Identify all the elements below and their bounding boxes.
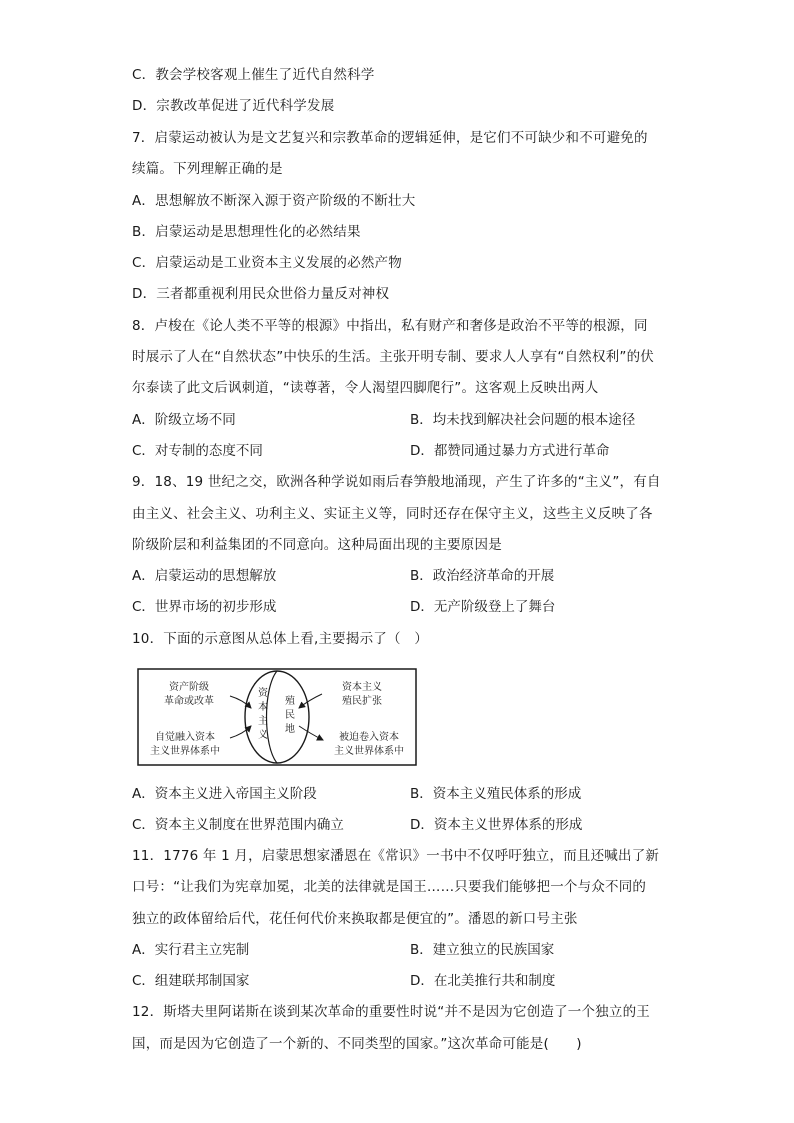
arrow-top-right [299,694,322,708]
world-circle [245,671,309,763]
q9-stem-line-1: 9．18、19 世纪之交，欧洲各种学说如雨后春笋般地涌现，产生了许多的“主义”，有自 [132,474,661,490]
q10-option-b: B．资本主义殖民体系的形成 [410,786,582,802]
q11-stem-line-3: 独立的政体留给后代，花任何代价来换取都是便宜的”。潘恩的新口号主张 [132,911,578,927]
q8-option-a: A．阶级立场不同 [132,412,236,428]
q10-option-c: C．资本主义制度在世界范围内确立 [132,817,344,833]
left-half-char-1: 资 [258,688,268,699]
q9-option-b: B．政治经济革命的开展 [410,568,555,584]
left-half-char-4: 义 [258,730,268,741]
top-left-label-line-1: 资产阶级 [169,682,209,693]
q7-option-c: C．启蒙运动是工业资本主义发展的必然产物 [132,255,402,271]
q11-option-c: C．组建联邦制国家 [132,973,250,989]
q9-option-d: D．无产阶级登上了舞台 [410,599,556,615]
q8-option-b: B．均未找到解决社会问题的根本途径 [410,412,636,428]
q7-stem-line-2: 续篇。下列理解正确的是 [132,161,283,177]
right-half-char-3: 地 [285,724,295,735]
q12-stem-line-1: 12．斯塔夫里阿诺斯在谈到某次革命的重要性时说“并不是因为它创造了一个独立的王 [132,1004,650,1020]
q7-option-d: D．三者都重视利用民众世俗力量反对神权 [132,286,390,302]
left-half-char-3: 主 [258,716,268,727]
q7-stem-line-1: 7．启蒙运动被认为是文艺复兴和宗教革命的逻辑延伸，是它们不可缺少和不可避免的 [132,130,648,146]
bottom-left-label-line-1: 自觉融入资本 [155,732,215,743]
top-right-label-line-2: 殖民扩张 [342,696,382,707]
bottom-right-label-line-2: 主义世界体系中 [334,746,404,757]
bottom-right-label-line-1: 被迫卷入资本 [339,732,399,743]
q8-option-c: C．对专制的态度不同 [132,443,263,459]
top-right-label-line-1: 资本主义 [342,682,382,693]
right-half-char-1: 殖 [285,696,295,707]
capitalist-world-system-diagram [137,668,417,766]
q7-option-b: B．启蒙运动是思想理性化的必然结果 [132,224,361,240]
arrow-bottom-right [299,726,323,740]
q11-option-a: A．实行君主立宪制 [132,942,250,958]
q9-option-c: C．世界市场的初步形成 [132,599,277,615]
q7-option-a: A．思想解放不断深入源于资产阶级的不断壮大 [132,193,416,209]
q11-option-d: D．在北美推行共和制度 [410,973,556,989]
q6-option-d: D．宗教改革促进了近代科学发展 [132,98,335,114]
q8-stem-line-3: 尔泰读了此文后讽刺道，“读尊著，令人渴望四脚爬行”。这客观上反映出两人 [132,380,599,396]
q9-option-a: A．启蒙运动的思想解放 [132,568,277,584]
q11-option-b: B．建立独立的民族国家 [410,942,555,958]
q10-stem: 10．下面的示意图从总体上看,主要揭示了（ ） [132,631,429,647]
q10-option-d: D．资本主义世界体系的形成 [410,817,583,833]
q11-stem-line-1: 11．1776 年 1 月，启蒙思想家潘恩在《常识》一书中不仅呼吁独立，而且还喊出了新 [132,848,660,864]
q9-stem-line-2: 由主义、社会主义、功利主义、实证主义等，同时还存在保守主义，这些主义反映了各 [132,506,653,522]
bottom-left-label-line-2: 主义世界体系中 [150,746,220,757]
q8-stem-line-2: 时展示了人在“自然状态”中快乐的生活。主张开明专制、要求人人享有“自然权利”的伏 [132,349,654,365]
q8-stem-line-1: 8．卢梭在《论人类不平等的根源》中指出，私有财产和奢侈是政治不平等的根源，同 [132,318,648,334]
divider-curve [267,671,278,763]
top-left-label-line-2: 革命或改革 [164,696,214,707]
left-half-char-2: 本 [258,702,268,713]
q12-stem-line-2: 国，而是因为它创造了一个新的、不同类型的国家。”这次革命可能是( ) [132,1036,582,1052]
right-half-char-2: 民 [285,710,295,721]
q10-option-a: A．资本主义进入帝国主义阶段 [132,786,317,802]
q6-option-c: C．教会学校客观上催生了近代自然科学 [132,67,375,83]
q11-stem-line-2: 口号：“让我们为宪章加冕，北美的法律就是国王……只要我们能够把一个与众不同的 [132,879,647,895]
q9-stem-line-3: 阶级阶层和利益集团的不同意向。这种局面出现的主要原因是 [132,537,502,553]
q8-option-d: D．都赞同通过暴力方式进行革命 [410,443,610,459]
